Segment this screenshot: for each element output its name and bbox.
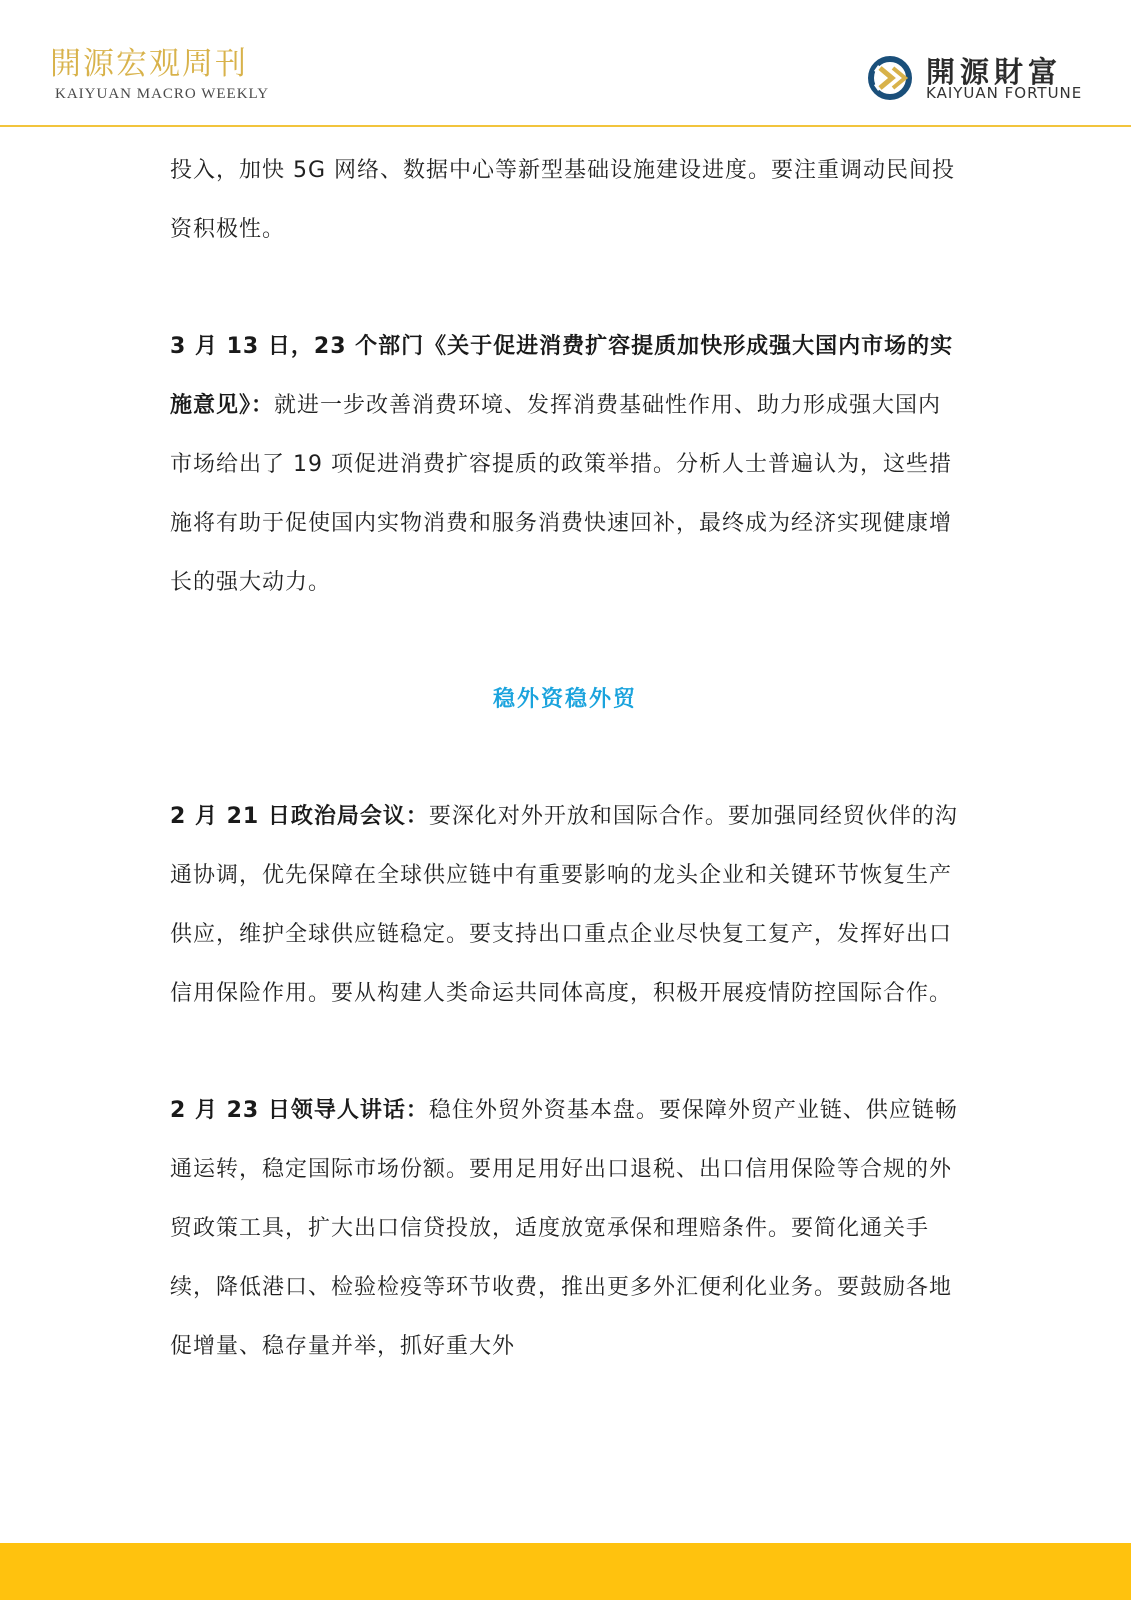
paragraph-lead: 3 月 13 日，23 个部门《关于促进消费扩容提质加快形成强大国内市场的实施意见》：: [170, 334, 954, 418]
paragraph-text: 就进一步改善消费环境、发挥消费基础性作用、助力形成强大国内市场给出了 19 项促进消费扩容提质的政策举措。分析人士普遍认为，这些措施将有助于促使国内实物消费和服务消费快速回补，最终成为经济实现健康增长的强大动力。: [170, 393, 953, 595]
kaiyuan-logo-icon: [866, 54, 914, 102]
paragraph-text: 稳住外贸外资基本盘。要保障外贸产业链、供应链畅通运转，稳定国际市场份额。要用足用好出口退税、出口信用保险等合规的外贸政策工具，扩大出口信贷投放，适度放宽承保和理赔条件。要简化通关手续，降低港口、检验检疫等环节收费，推出更多外汇便利化业务。要鼓励各地促增量、稳存量并举，抓好重大外: [170, 1098, 958, 1359]
header-divider: [0, 125, 1131, 127]
paragraph-politburo-meeting: [170, 787, 960, 1023]
paragraph-consumption-policy: [170, 317, 960, 612]
page-header: [0, 0, 1131, 127]
brand-subtitle: KAIYUAN FORTUNE: [926, 84, 1083, 102]
brand-name: 開源財富: [926, 55, 1063, 89]
publication-subtitle: KAIYUAN MACRO WEEKLY: [55, 86, 270, 102]
paragraph-leader-speech: [170, 1081, 960, 1376]
footer-bar: [0, 1543, 1131, 1600]
paragraph-text: 要深化对外开放和国际合作。要加强同经贸伙伴的沟通协调，优先保障在全球供应链中有重要影响的龙头企业和关键环节恢复生产供应，维护全球供应链稳定。要支持出口重点企业尽快复工复产，发挥好出口信用保险作用。要从构建人类命运共同体高度，积极开展疫情防控国际合作。: [170, 804, 958, 1006]
paragraph-lead: 2 月 21 日政治局会议：: [170, 804, 429, 829]
section-heading: 稳外资稳外贸: [492, 687, 637, 712]
publication-title: 開源宏观周刊: [50, 46, 248, 82]
report-body: [170, 141, 960, 1376]
paragraph-lead: 2 月 23 日领导人讲话：: [170, 1098, 429, 1123]
paragraph-investment: 投入，加快 5G 网络、数据中心等新型基础设施建设进度。要注重调动民间投资积极性。: [170, 158, 956, 242]
